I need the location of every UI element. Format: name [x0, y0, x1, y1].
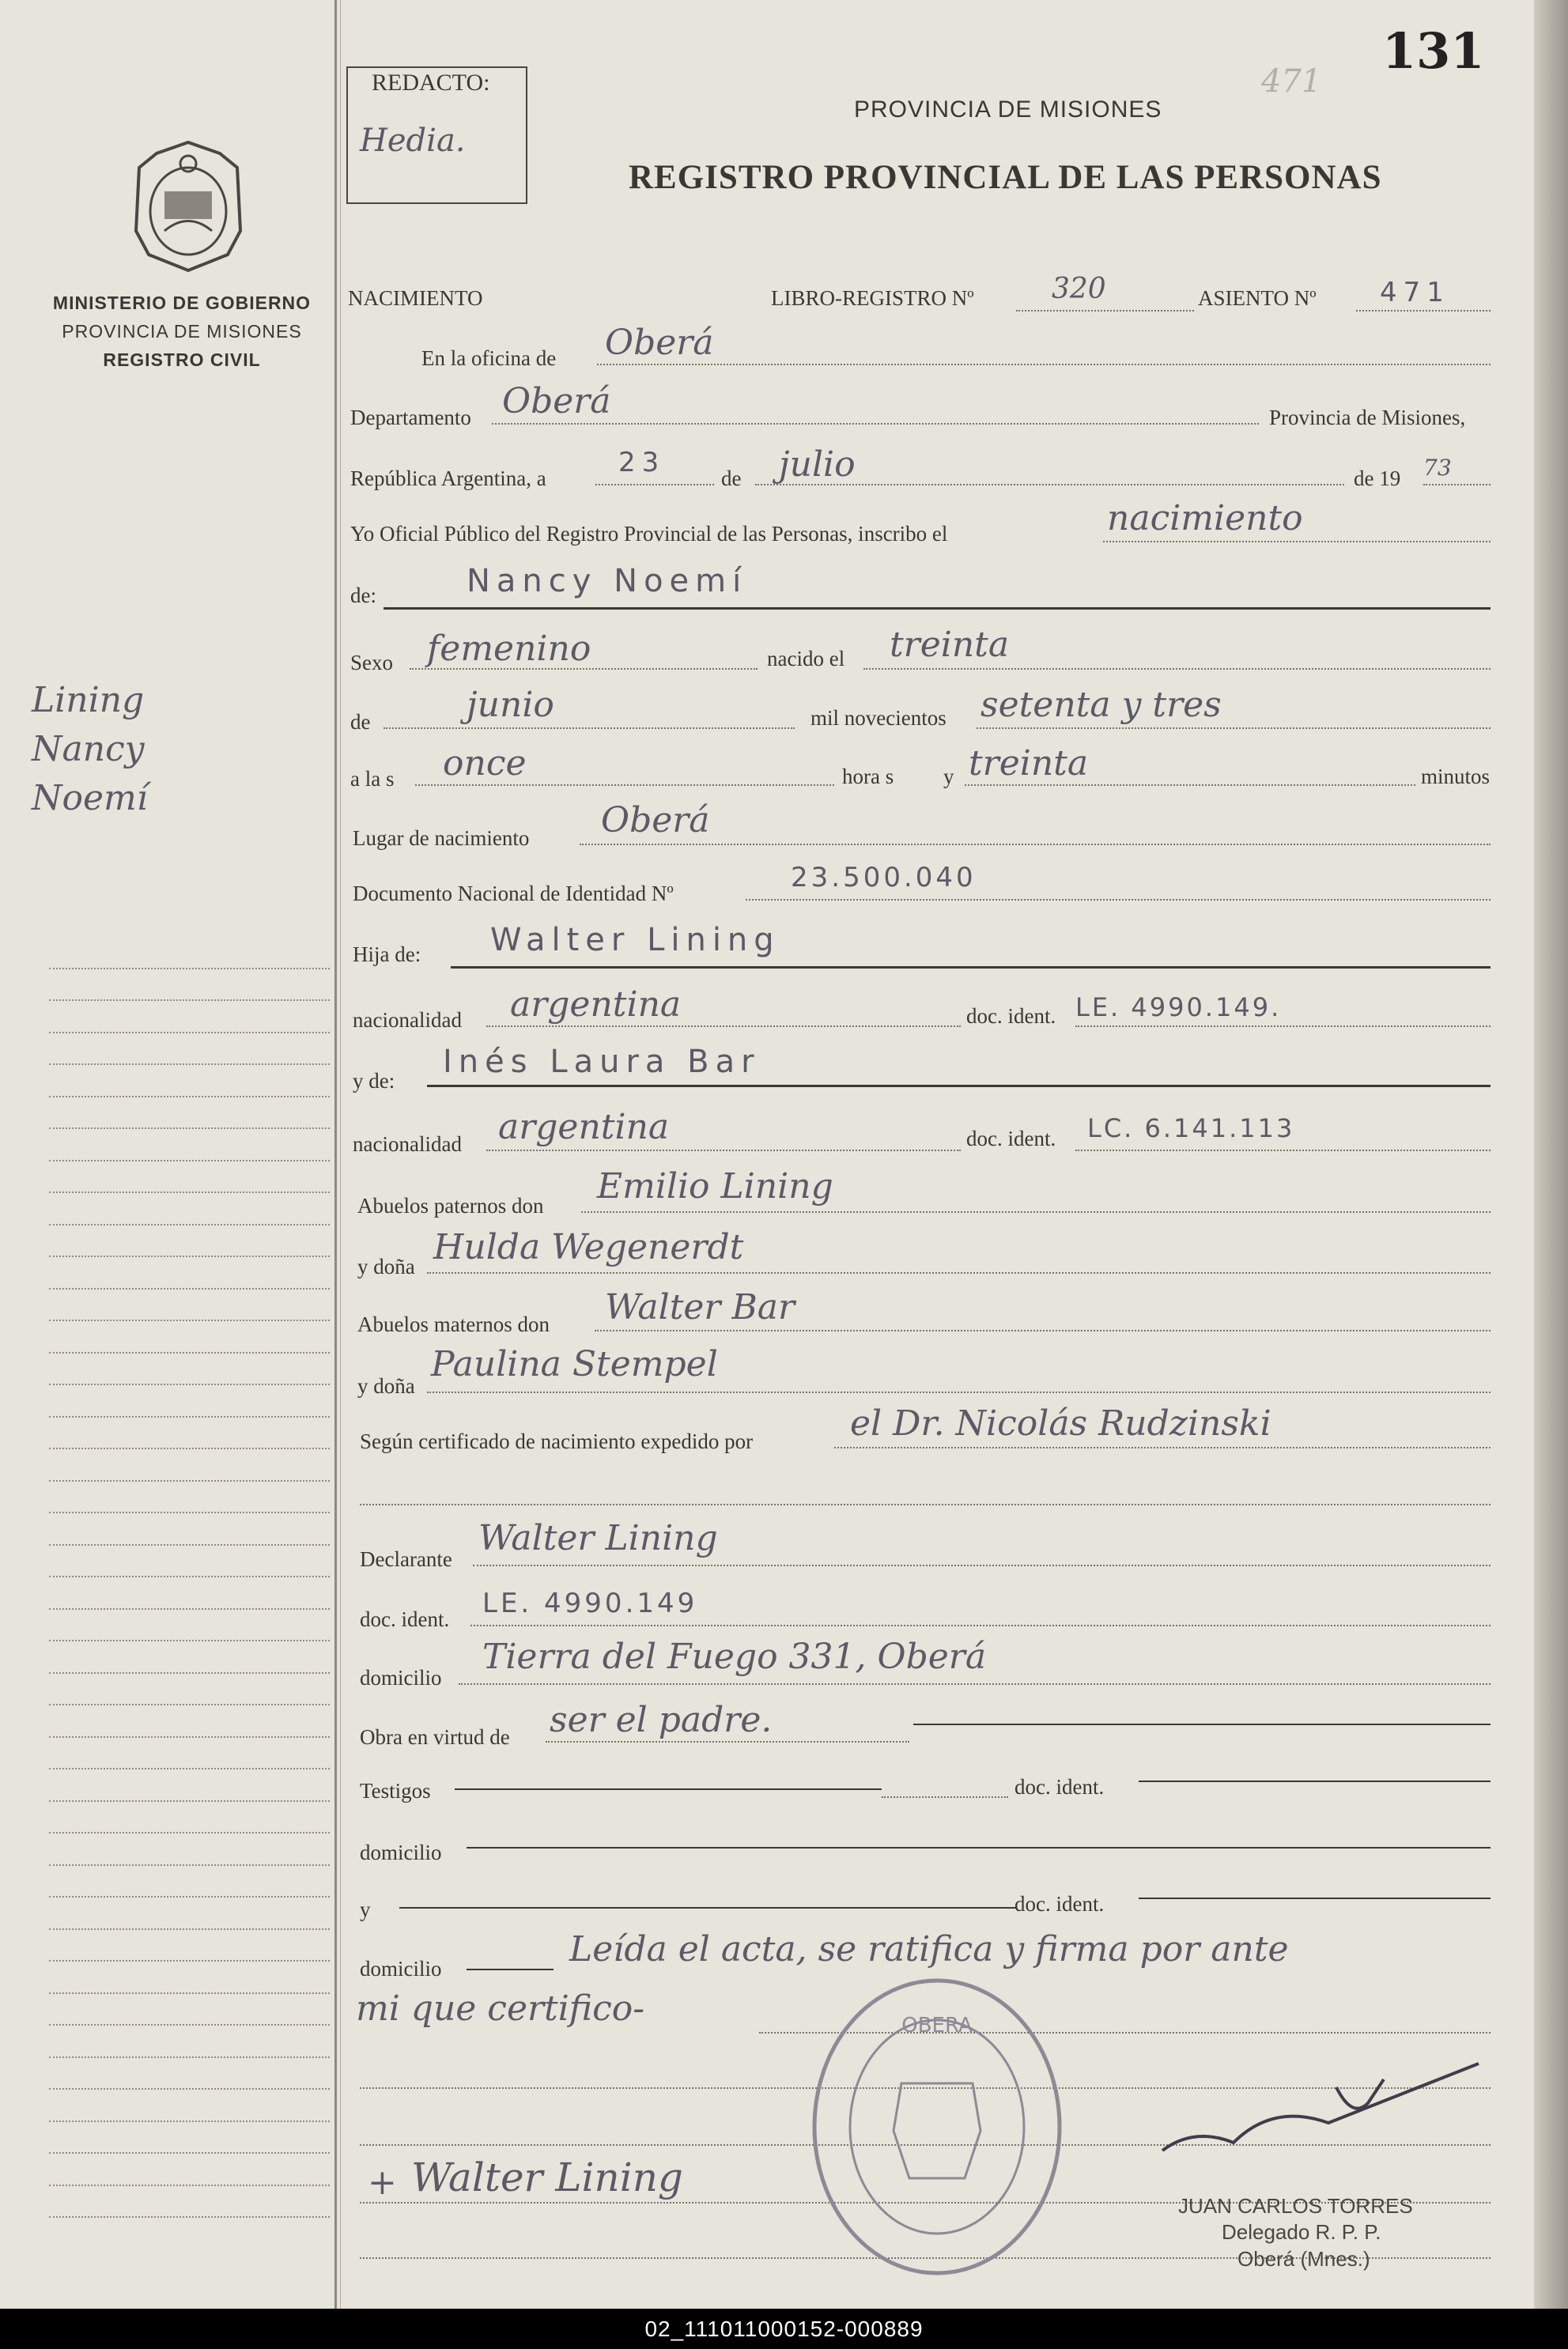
father-nationality-label: nacionalidad	[353, 1008, 462, 1032]
obra-value: ser el padre.	[550, 1700, 773, 1740]
ministry-block	[32, 289, 332, 374]
father-name-value: Walter Lining	[490, 922, 780, 958]
year-prefix-label: de 19	[1354, 466, 1401, 490]
minutos-label: minutos	[1421, 765, 1491, 788]
testigos-label: Testigos	[360, 1779, 431, 1803]
paternal-grandmother-label: y doña	[357, 1255, 415, 1278]
father-doc-value: LE. 4990.149.	[1075, 992, 1282, 1022]
birth-year-value: setenta y tres	[980, 685, 1222, 725]
testigo2-prefix-label: y	[360, 1898, 371, 1921]
birth-month-prefix: de	[350, 710, 371, 734]
dni-value: 23.500.040	[791, 862, 977, 893]
declarante-signature: Walter Lining	[411, 2155, 683, 2200]
certificado-value: el Dr. Nicolás Rudzinski	[850, 1403, 1271, 1444]
y-label: y	[943, 765, 954, 788]
day-value: 23	[618, 447, 666, 478]
inscribo-value: nacimiento	[1107, 498, 1303, 538]
paternal-grandmother-value: Hulda Wegenerdt	[433, 1227, 744, 1267]
margin-name-note	[32, 676, 148, 823]
province-title: PROVINCIA DE MISIONES	[854, 96, 1162, 123]
registry-title: REGISTRO PROVINCIAL DE LAS PERSONAS	[629, 159, 1382, 196]
name-prefix-label: de:	[350, 583, 376, 607]
testigo-domicilio-label: domicilio	[360, 1841, 442, 1864]
testigo2-doc-label: doc. ident.	[1014, 1892, 1105, 1916]
stamp-city: OBERA	[901, 2014, 973, 2037]
maternal-grandfather-label: Abuelos maternos don	[357, 1312, 550, 1336]
closing-text-2: mi que certifico-	[356, 1988, 645, 2029]
declarante-doc-value: LE. 4990.149	[482, 1588, 698, 1619]
libro-label: LIBRO-REGISTRO Nº	[771, 286, 974, 310]
testigo2-domicilio-label: domicilio	[360, 1957, 442, 1981]
libro-value: 320	[1052, 273, 1106, 305]
nacido-value: treinta	[890, 625, 1010, 665]
column-divider-secondary	[340, 0, 341, 2309]
lugar-value: Oberá	[601, 800, 710, 840]
year-value: 73	[1423, 455, 1452, 481]
mother-prefix-label: y de:	[353, 1069, 395, 1093]
maternal-grandmother-value: Paulina Stempel	[431, 1344, 718, 1384]
ministry-line-1: MINISTERIO DE GOBIERNO	[52, 293, 312, 313]
oficina-value: Oberá	[605, 323, 714, 363]
hours-value: once	[443, 743, 527, 784]
column-divider	[334, 0, 337, 2309]
departamento-value: Oberá	[502, 381, 611, 421]
oficial-text: Yo Oficial Público del Registro Provincial de las Personas, inscribo el	[350, 522, 948, 546]
margin-first-name: Nancy	[32, 729, 145, 769]
signature-mark: +	[368, 2162, 397, 2203]
redacto-value: Hedia.	[360, 123, 466, 159]
page-number: 131	[1382, 22, 1485, 80]
provincia-label: Provincia de Misiones,	[1269, 406, 1466, 429]
page-pencil-note: 471	[1261, 63, 1322, 100]
birth-month-value: junio	[467, 685, 554, 725]
hora-label: hora s	[842, 765, 894, 788]
declarante-domicilio-label: domicilio	[360, 1666, 442, 1690]
scan-id-bar: 02_111011000152-000889	[0, 2309, 1568, 2349]
nacimiento-label: NACIMIENTO	[348, 286, 483, 310]
declarante-label: Declarante	[360, 1547, 452, 1571]
testigo-doc-label: doc. ident.	[1014, 1775, 1105, 1799]
redacto-label: REDACTO:	[372, 70, 490, 96]
paternal-grandfather-label: Abuelos paternos don	[357, 1194, 544, 1218]
official-name: JUAN CARLOS TORRES	[1178, 2194, 1413, 2218]
margin-second-name: Noemí	[32, 778, 148, 818]
oficina-label: En la oficina de	[421, 346, 557, 370]
maternal-grandmother-label: y doña	[357, 1374, 415, 1398]
nacido-label: nacido el	[767, 647, 845, 670]
asiento-value: 471	[1380, 277, 1450, 308]
mother-doc-value: LC. 6.141.113	[1087, 1113, 1295, 1143]
departamento-label: Departamento	[350, 406, 471, 429]
dni-label: Documento Nacional de Identidad Nº	[353, 882, 674, 905]
asiento-label: ASIENTO Nº	[1198, 286, 1317, 310]
mother-nationality-label: nacionalidad	[353, 1132, 462, 1156]
certificado-label: Según certificado de nacimiento expedido por	[360, 1429, 754, 1453]
margin-dotted-lines	[49, 937, 330, 2218]
official-location: Oberá (Mnes.)	[1237, 2247, 1370, 2271]
ministry-line-2: PROVINCIA DE MISIONES	[62, 321, 302, 342]
father-nationality-value: argentina	[510, 984, 682, 1025]
sexo-value: femenino	[427, 629, 591, 669]
de-label: de	[721, 466, 742, 490]
mother-name-value: Inés Laura Bar	[443, 1044, 761, 1080]
paternal-grandfather-value: Emilio Lining	[597, 1166, 833, 1207]
oberá-registry-stamp-icon	[807, 1973, 1067, 2281]
alas-label: a la s	[350, 767, 395, 791]
maternal-grandfather-value: Walter Bar	[605, 1287, 795, 1327]
mother-nationality-value: argentina	[498, 1107, 670, 1147]
province-emblem-icon	[125, 136, 251, 274]
lugar-label: Lugar de nacimiento	[353, 826, 530, 850]
closing-text-1: Leída el acta, se ratifica y firma por ante	[569, 1929, 1289, 1969]
margin-surname: Lining	[32, 680, 145, 720]
page-edge	[1534, 0, 1568, 2309]
ministry-line-3: REGISTRO CIVIL	[103, 349, 261, 370]
month-value: julio	[779, 444, 856, 485]
father-doc-label: doc. ident.	[966, 1004, 1056, 1028]
minutes-value: treinta	[969, 743, 1089, 784]
republica-label: República Argentina, a	[350, 466, 546, 490]
hijo-label: Hija de:	[353, 942, 421, 966]
declarante-domicilio-value: Tierra del Fuego 331, Oberá	[482, 1637, 987, 1677]
declarante-doc-label: doc. ident.	[360, 1607, 450, 1631]
mil-label: mil novecientos	[810, 706, 946, 730]
mother-doc-label: doc. ident.	[966, 1127, 1056, 1150]
sexo-label: Sexo	[350, 651, 393, 674]
official-title: Delegado R. P. P.	[1222, 2220, 1381, 2244]
declarante-value: Walter Lining	[478, 1518, 718, 1558]
obra-label: Obra en virtud de	[360, 1725, 510, 1749]
child-name-value: Nancy Noemí	[467, 563, 748, 599]
